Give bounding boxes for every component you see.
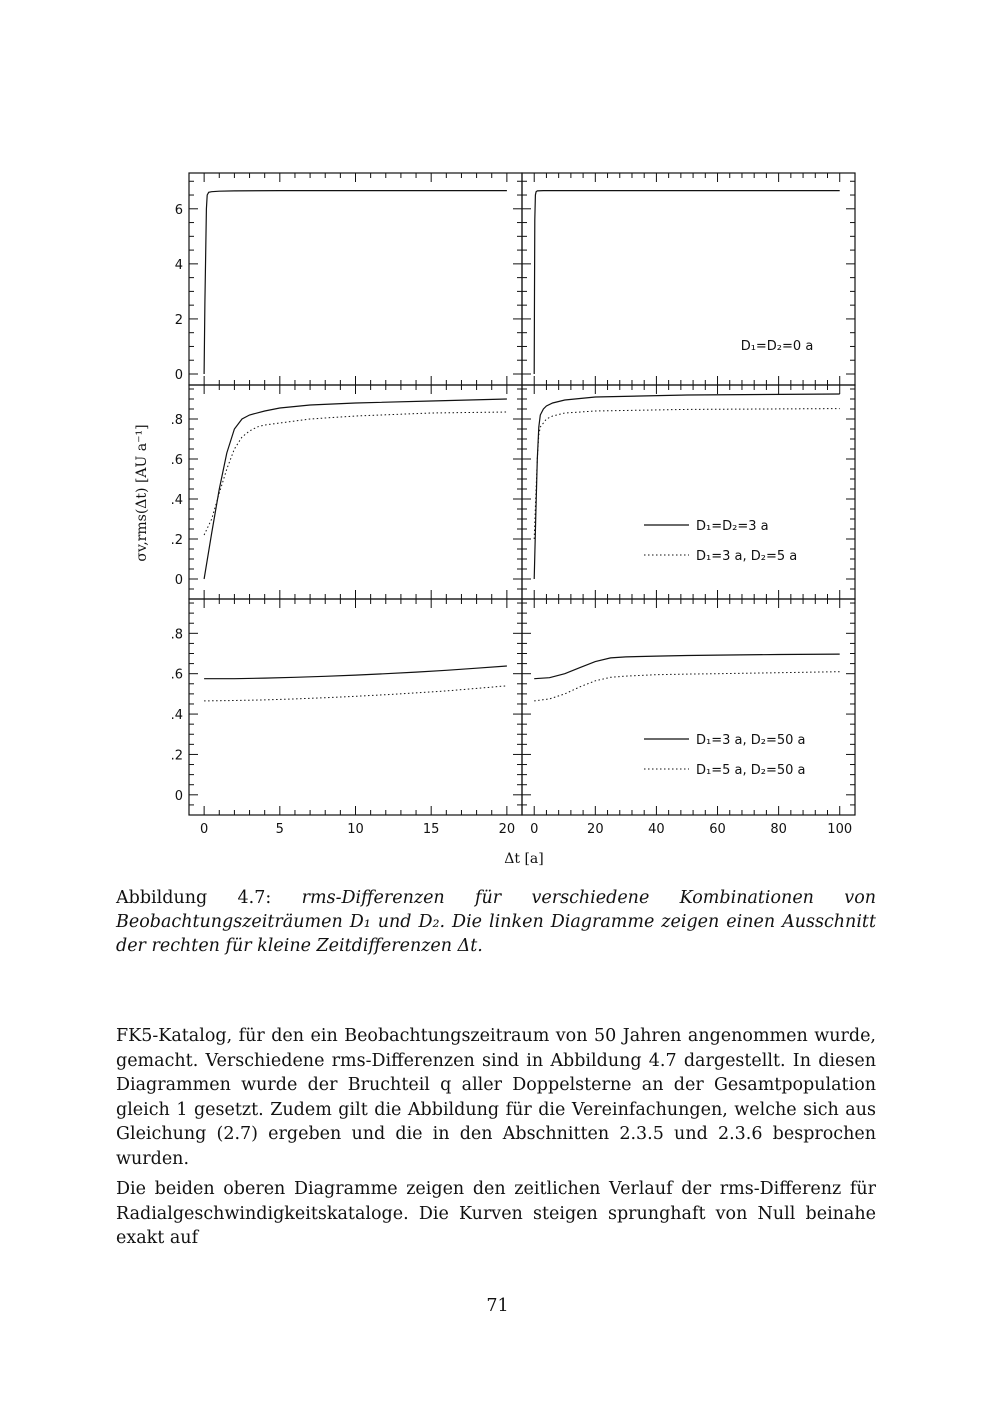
x-tick-label: 20: [498, 822, 516, 837]
y-tick-label: 0: [174, 788, 183, 804]
y-tick-label: .4: [170, 708, 183, 724]
y-tick-label: .6: [170, 667, 183, 683]
caption-label: Abbildung 4.7:: [116, 888, 272, 908]
y-tick-label: 0: [174, 367, 183, 383]
series-line-solid: [204, 666, 507, 679]
plot-frame: [522, 385, 855, 599]
x-tick-label: 0: [530, 822, 539, 837]
series-line-solid: [204, 399, 507, 579]
series-line-solid: [534, 654, 840, 679]
panel-top-left: [175, 173, 522, 385]
page-number: 71: [486, 1296, 509, 1316]
y-tick-label: 4: [174, 257, 183, 273]
panel-middle-right: [522, 385, 855, 599]
y-tick-label: .4: [170, 493, 183, 508]
panel-bottom-left: [171, 599, 522, 837]
y-tick-label: .6: [170, 453, 183, 468]
plot-frame: [189, 385, 522, 599]
x-tick-label: 10: [347, 822, 364, 837]
y-tick-label: 0: [174, 573, 183, 588]
legend-label: D₁=D₂=3 a: [696, 519, 769, 534]
y-tick-label: 2: [174, 312, 183, 328]
x-tick-label: 5: [275, 822, 284, 837]
y-axis-label: σv,rms(Δt) [AU a⁻¹]: [134, 424, 150, 562]
series-line-dotted: [534, 672, 840, 701]
x-axis-label: Δt [a]: [504, 851, 544, 867]
body-paragraph-1: FK5-Katalog, für den ein Beobachtungszeitraum von 50 Jahren angenommen wurde, gemacht. Verschiedene rms-Differenzen sind in Abbildung 4.7 dargestellt. In diesen Diagrammen wurde der Bruchteil q aller Doppelsterne an der Gesamtpopulation gleich 1 gesetzt. Zudem gilt die Abbildung für die Vereinfachungen, welche sich aus Gleichung (2.7) ergeben und die in den Abschnitten 2.3.5 und 2.3.6 besprochen wurden.: [116, 1026, 876, 1169]
plot-frame: [522, 599, 855, 815]
body-paragraph-2: Die beiden oberen Diagramme zeigen den zeitlichen Verlauf der rms-Differenz für Radialgeschwindigkeitskataloge. Die Kurven steigen sprunghaft von Null beinahe exakt auf: [116, 1179, 876, 1248]
y-tick-label: 6: [174, 202, 183, 218]
x-tick-label: 100: [827, 822, 853, 837]
series-line-dotted: [534, 409, 840, 539]
x-tick-label: 15: [422, 822, 440, 837]
series-line-dotted: [204, 686, 507, 701]
series-line-solid: [204, 191, 507, 374]
y-tick-label: .8: [170, 413, 183, 428]
figure-caption: [116, 886, 876, 958]
series-line-dotted: [204, 412, 507, 535]
panel-bottom-right: [522, 599, 855, 837]
y-tick-label: .2: [170, 533, 183, 548]
legend-label: D₁=3 a, D₂=50 a: [696, 733, 806, 748]
plot-frame: [189, 599, 522, 815]
x-tick-label: 60: [709, 822, 726, 837]
caption-text: rms-Differenzen für verschiedene Kombinationen von Beobachtungszeiträumen D₁ und D₂. Die linken Diagramme zeigen einen Ausschnitt der rechten für kleine Zeitdifferenzen Δt.: [116, 888, 876, 956]
x-tick-label: 20: [587, 822, 604, 837]
legend-label: D₁=3 a, D₂=5 a: [696, 549, 798, 564]
x-tick-label: 80: [770, 822, 787, 837]
panel-top-right: [522, 173, 855, 385]
y-tick-label: .2: [170, 748, 183, 764]
panel-middle-left: [171, 385, 522, 599]
x-tick-label: 0: [199, 822, 209, 837]
x-tick-label: 40: [648, 822, 665, 837]
y-tick-label: .8: [170, 627, 183, 643]
panel-annotation: D₁=D₂=0 a: [740, 339, 814, 354]
legend-label: D₁=5 a, D₂=50 a: [696, 763, 806, 778]
plot-frame: [189, 173, 522, 385]
